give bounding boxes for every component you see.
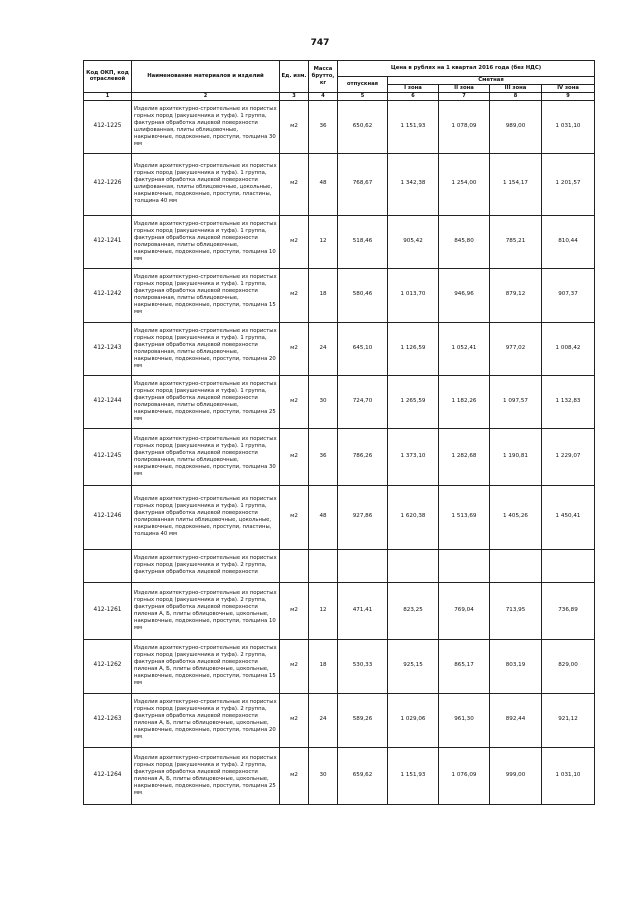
group-mass-cell	[309, 549, 338, 582]
row-zone-1-price: 1 013,70	[388, 268, 439, 322]
table-row	[84, 215, 595, 268]
row-zone-4-price: 1 031,10	[542, 100, 595, 153]
row-zone-4-price: 1 008,42	[542, 322, 595, 375]
column-number: 9	[542, 92, 595, 100]
row-mass: 36	[309, 428, 338, 485]
row-unit: м2	[280, 153, 309, 215]
row-zone-3-price: 713,95	[490, 582, 542, 639]
row-release-price: 786,26	[338, 428, 388, 485]
row-zone-4-price: 921,12	[542, 693, 595, 747]
row-unit: м2	[280, 100, 309, 153]
row-mass: 30	[309, 747, 338, 804]
row-zone-2-price: 1 513,69	[439, 485, 490, 549]
column-number: 1	[84, 92, 132, 100]
row-release-price: 471,41	[338, 582, 388, 639]
page-number: 747	[310, 38, 330, 48]
row-mass: 24	[309, 322, 338, 375]
table-row	[84, 693, 595, 747]
row-zone-2-price: 1 076,09	[439, 747, 490, 804]
table-row	[84, 153, 595, 215]
row-zone-1-price: 1 151,93	[388, 100, 439, 153]
header-zone-4: IV зона	[542, 84, 595, 92]
column-number: 8	[490, 92, 542, 100]
row-code: 412-1225	[84, 100, 132, 153]
row-mass: 48	[309, 485, 338, 549]
row-zone-4-price: 1 031,10	[542, 747, 595, 804]
row-code: 412-1262	[84, 639, 132, 693]
row-unit: м2	[280, 428, 309, 485]
row-mass: 18	[309, 639, 338, 693]
column-number: 4	[309, 92, 338, 100]
row-name: Изделия архитектурно-строительные из пористых горных пород (ракушечника и туфа). 2 группа, фактурная обработка лицевой поверхности пиленая А, Б, плиты облицовочные, цокольные, накрывочные, подоконные, проступи, толщина 10 мм	[132, 582, 280, 639]
row-zone-2-price: 1 254,00	[439, 153, 490, 215]
row-zone-4-price: 736,89	[542, 582, 595, 639]
row-name: Изделия архитектурно-строительные из пористых горных пород (ракушечника и туфа). 2 группа, фактурная обработка лицевой поверхности пиленая А, Б, плиты облицовочные, цокольные, накрывочные, подоконные, проступи, толщина 15 мм	[132, 639, 280, 693]
row-release-price: 659,62	[338, 747, 388, 804]
row-name: Изделия архитектурно-строительные из пористых горных пород (ракушечника и туфа). 1 группа, фактурная обработка лицевой поверхности полированная, плиты облицовочные, накрывочные, подоконные, проступи, толщина 25 мм	[132, 375, 280, 428]
table-row	[84, 582, 595, 639]
row-name: Изделия архитектурно-строительные из пористых горных пород (ракушечника и туфа). 1 группа, фактурная обработка лицевой поверхности шлифованная, плиты облицовочные, накрывочные, подоконные, проступи, толщина 30 мм	[132, 100, 280, 153]
column-number: 2	[132, 92, 280, 100]
header-zone-2: II зона	[439, 84, 490, 92]
row-mass: 18	[309, 268, 338, 322]
row-zone-4-price: 829,00	[542, 639, 595, 693]
row-unit: м2	[280, 268, 309, 322]
row-zone-3-price: 999,00	[490, 747, 542, 804]
row-zone-3-price: 1 190,81	[490, 428, 542, 485]
row-zone-1-price: 1 151,93	[388, 747, 439, 804]
row-release-price: 927,86	[338, 485, 388, 549]
row-release-price: 518,46	[338, 215, 388, 268]
row-release-price: 645,10	[338, 322, 388, 375]
header-zone-1: I зона	[388, 84, 439, 92]
header-zone-3: III зона	[490, 84, 542, 92]
row-unit: м2	[280, 582, 309, 639]
row-code: 412-1241	[84, 215, 132, 268]
row-code: 412-1246	[84, 485, 132, 549]
row-zone-2-price: 845,80	[439, 215, 490, 268]
row-code: 412-1244	[84, 375, 132, 428]
column-number: 7	[439, 92, 490, 100]
row-zone-1-price: 823,25	[388, 582, 439, 639]
row-zone-1-price: 1 342,38	[388, 153, 439, 215]
row-zone-1-price: 1 029,06	[388, 693, 439, 747]
group-zone-1-cell	[388, 549, 439, 582]
column-number-row	[84, 92, 595, 100]
row-zone-4-price: 1 229,07	[542, 428, 595, 485]
row-mass: 48	[309, 153, 338, 215]
group-code-cell	[84, 549, 132, 582]
row-code: 412-1261	[84, 582, 132, 639]
row-zone-4-price: 907,37	[542, 268, 595, 322]
row-unit: м2	[280, 485, 309, 549]
row-mass: 12	[309, 582, 338, 639]
row-release-price: 724,70	[338, 375, 388, 428]
row-zone-4-price: 1 201,57	[542, 153, 595, 215]
row-code: 412-1245	[84, 428, 132, 485]
row-zone-2-price: 1 282,68	[439, 428, 490, 485]
row-zone-4-price: 1 132,83	[542, 375, 595, 428]
row-zone-1-price: 1 126,59	[388, 322, 439, 375]
row-release-price: 530,33	[338, 639, 388, 693]
row-code: 412-1263	[84, 693, 132, 747]
row-zone-4-price: 1 450,41	[542, 485, 595, 549]
table-row	[84, 375, 595, 428]
row-zone-4-price: 810,44	[542, 215, 595, 268]
row-name: Изделия архитектурно-строительные из пористых горных пород (ракушечника и туфа). 1 группа, фактурная обработка лицевой поверхности полированная, плиты облицовочные, накрывочные, подоконные, проступи, толщина 10 мм	[132, 215, 280, 268]
header-mass: Масса брутто, кг	[309, 61, 338, 93]
row-mass: 30	[309, 375, 338, 428]
header-estimate: Сметная	[388, 77, 595, 85]
row-code: 412-1243	[84, 322, 132, 375]
row-zone-3-price: 785,21	[490, 215, 542, 268]
row-mass: 36	[309, 100, 338, 153]
header-name: Наименование материалов и изделий	[132, 61, 280, 93]
row-zone-2-price: 1 052,41	[439, 322, 490, 375]
row-zone-2-price: 865,17	[439, 639, 490, 693]
row-zone-3-price: 892,44	[490, 693, 542, 747]
price-table	[83, 60, 595, 805]
header-release: отпускная	[338, 77, 388, 93]
row-code: 412-1264	[84, 747, 132, 804]
row-mass: 12	[309, 215, 338, 268]
column-number: 6	[388, 92, 439, 100]
row-zone-2-price: 1 182,26	[439, 375, 490, 428]
row-mass: 24	[309, 693, 338, 747]
row-zone-1-price: 925,15	[388, 639, 439, 693]
row-zone-2-price: 961,30	[439, 693, 490, 747]
row-zone-1-price: 1 620,38	[388, 485, 439, 549]
table-row	[84, 322, 595, 375]
row-name: Изделия архитектурно-строительные из пористых горных пород (ракушечника и туфа). 2 группа, фактурная обработка лицевой поверхности пиленая А, Б, плиты облицовочные, цокольные, накрывочные, подоконные, проступи, толщина 25 мм	[132, 747, 280, 804]
row-name: Изделия архитектурно-строительные из пористых горных пород (ракушечника и туфа). 2 группа, фактурная обработка лицевой поверхности пиленая А, Б, плиты облицовочные, цокольные, накрывочные, подоконные, проступи, толщина 20 мм	[132, 693, 280, 747]
group-header-row	[84, 549, 595, 582]
row-code: 412-1242	[84, 268, 132, 322]
column-number: 3	[280, 92, 309, 100]
row-zone-3-price: 989,00	[490, 100, 542, 153]
row-zone-3-price: 803,19	[490, 639, 542, 693]
header-price-group: Цена в рублях на 1 квартал 2016 года (без НДС)	[338, 61, 595, 77]
table-row	[84, 747, 595, 804]
row-zone-3-price: 977,02	[490, 322, 542, 375]
table-row	[84, 639, 595, 693]
group-name: Изделия архитектурно-строительные из пористых горных пород (ракушечника и туфа). 2 группа, фактурная обработка лицевой поверхности	[132, 549, 280, 582]
row-name: Изделия архитектурно-строительные из пористых горных пород (ракушечника и туфа). 1 группа, фактурная обработка лицевой поверхности полированная плиты облицовочные, цокольные, накрывочные, подоконные, проступи, пластины, толщина 40 мм	[132, 485, 280, 549]
row-release-price: 768,67	[338, 153, 388, 215]
row-zone-2-price: 769,04	[439, 582, 490, 639]
row-name: Изделия архитектурно-строительные из пористых горных пород (ракушечника и туфа). 1 группа, фактурная обработка лицевой поверхности полированная, плиты облицовочные, накрывочные, подоконные, проступи, толщина 15 мм	[132, 268, 280, 322]
row-zone-3-price: 1 154,17	[490, 153, 542, 215]
row-unit: м2	[280, 639, 309, 693]
row-name: Изделия архитектурно-строительные из пористых горных пород (ракушечника и туфа). 1 группа, фактурная обработка лицевой поверхности полированная, плиты облицовочные, накрывочные, подоконные, проступи, толщина 20 мм	[132, 322, 280, 375]
row-unit: м2	[280, 693, 309, 747]
row-code: 412-1226	[84, 153, 132, 215]
column-number: 5	[338, 92, 388, 100]
row-unit: м2	[280, 747, 309, 804]
group-unit-cell	[280, 549, 309, 582]
group-zone-4-cell	[542, 549, 595, 582]
row-zone-2-price: 1 078,09	[439, 100, 490, 153]
table-row	[84, 428, 595, 485]
table-row	[84, 268, 595, 322]
row-unit: м2	[280, 322, 309, 375]
table-row	[84, 100, 595, 153]
row-release-price: 580,46	[338, 268, 388, 322]
row-zone-3-price: 1 097,57	[490, 375, 542, 428]
row-zone-2-price: 946,96	[439, 268, 490, 322]
table-row	[84, 485, 595, 549]
row-unit: м2	[280, 375, 309, 428]
header-code: Код ОКП, код отраслевой	[84, 61, 132, 93]
group-zone-2-cell	[439, 549, 490, 582]
row-zone-1-price: 1 373,10	[388, 428, 439, 485]
group-release-cell	[338, 549, 388, 582]
group-zone-3-cell	[490, 549, 542, 582]
row-zone-1-price: 905,42	[388, 215, 439, 268]
row-release-price: 650,62	[338, 100, 388, 153]
row-name: Изделия архитектурно-строительные из пористых горных пород (ракушечника и туфа). 1 группа, фактурная обработка лицевой поверхности шлифованная, плиты облицовочные, цокольные, накрывочные, подоконные, проступи, пластины, толщина 40 мм	[132, 153, 280, 215]
row-zone-3-price: 879,12	[490, 268, 542, 322]
row-zone-3-price: 1 405,26	[490, 485, 542, 549]
row-zone-1-price: 1 265,59	[388, 375, 439, 428]
header-unit: Ед. изм.	[280, 61, 309, 93]
row-name: Изделия архитектурно-строительные из пористых горных пород (ракушечника и туфа). 1 группа, фактурная обработка лицевой поверхности полированная, плиты облицовочные, накрывочные, подоконные, проступи, толщина 30 мм	[132, 428, 280, 485]
row-release-price: 589,26	[338, 693, 388, 747]
row-unit: м2	[280, 215, 309, 268]
